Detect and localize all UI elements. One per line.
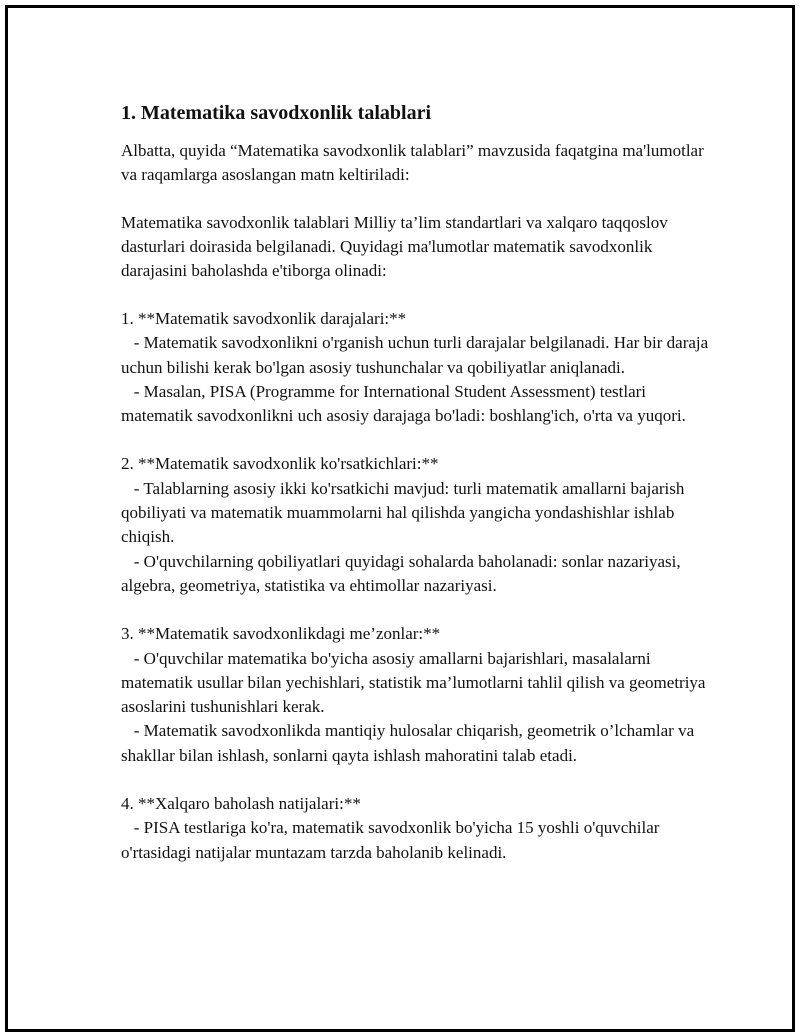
section-heading: 2. **Matematik savodxonlik ko'rsatkichlari:**: [121, 454, 439, 474]
section-heading: 4. **Xalqaro baholash natijalari:**: [121, 794, 361, 814]
intro-paragraph: Albatta, quyida “Matematika savodxonlik talablari” mavzusida faqatgina ma'lumotlar va raqamlarga asoslangan matn keltiriladi:: [121, 141, 704, 184]
document-body: [121, 100, 711, 889]
section-levels: [121, 307, 711, 428]
section-international-results: [121, 792, 711, 865]
section-bullet: - Talablarning asosiy ikki ko'rsatkichi mavjud: turli matematik amallarni bajarish qobiliyati va matematik muammolarni hal qilishda yangicha yondashishlar ishlab chiqish.: [121, 478, 689, 547]
section-bullet: - PISA testlariga ko'ra, matematik savodxonlik bo'yicha 15 yoshli o'quvchilar o'rtasidagi natijalar muntazam tarzda baholanib kelinadi.: [121, 818, 664, 862]
section-criteria: [121, 622, 711, 768]
section-indicators: [121, 452, 711, 598]
section-heading: 1. **Matematik savodxonlik darajalari:**: [121, 309, 407, 328]
document-title: 1. Matematika savodxonlik talablari: [121, 102, 432, 124]
section-bullet: - Matematik savodxonlikni o'rganish uchun turli darajalar belgilanadi. Har bir daraja uchun bilishi kerak bo'lgan asosiy tushunchalar va qobiliyatlar aniqlanadi.: [121, 333, 713, 377]
section-bullet: - Masalan, PISA (Programme for International Student Assessment) testlari matematik savodxonlikni uch asosiy darajaga bo'ladi: boshlang'ich, o'rta va yuqori.: [121, 381, 686, 426]
page-frame: [5, 5, 795, 1032]
section-bullet: - O'quvchilar matematika bo'yicha asosiy amallarni bajarishlari, masalalarni matematik usullar bilan yechishlari, statistik ma’lumotlarni tahlil qilish va geometriya asoslarini tushunishlari kerak.: [121, 648, 710, 717]
overview-paragraph: Matematika savodxonlik talablari Milliy ta’lim standartlari va xalqaro taqqoslov dasturlari doirasida belgilanadi. Quyidagi ma'lumotlar matematik savodxonlik darajasini baholashda e'tiborga olinadi:: [121, 213, 668, 280]
section-bullet: - Matematik savodxonlikda mantiqiy hulosalar chiqarish, geometrik o’lchamlar va shakllar bilan ishlash, sonlarni qayta ishlash mahoratini talab etadi.: [121, 721, 699, 765]
section-heading: 3. **Matematik savodxonlikdagi me’zonlar:**: [121, 624, 441, 644]
section-bullet: - O'quvchilarning qobiliyatlari quyidagi sohalarda baholanadi: sonlar nazariyasi, algebra, geometriya, statistika va ehtimollar nazariyasi.: [121, 551, 685, 595]
